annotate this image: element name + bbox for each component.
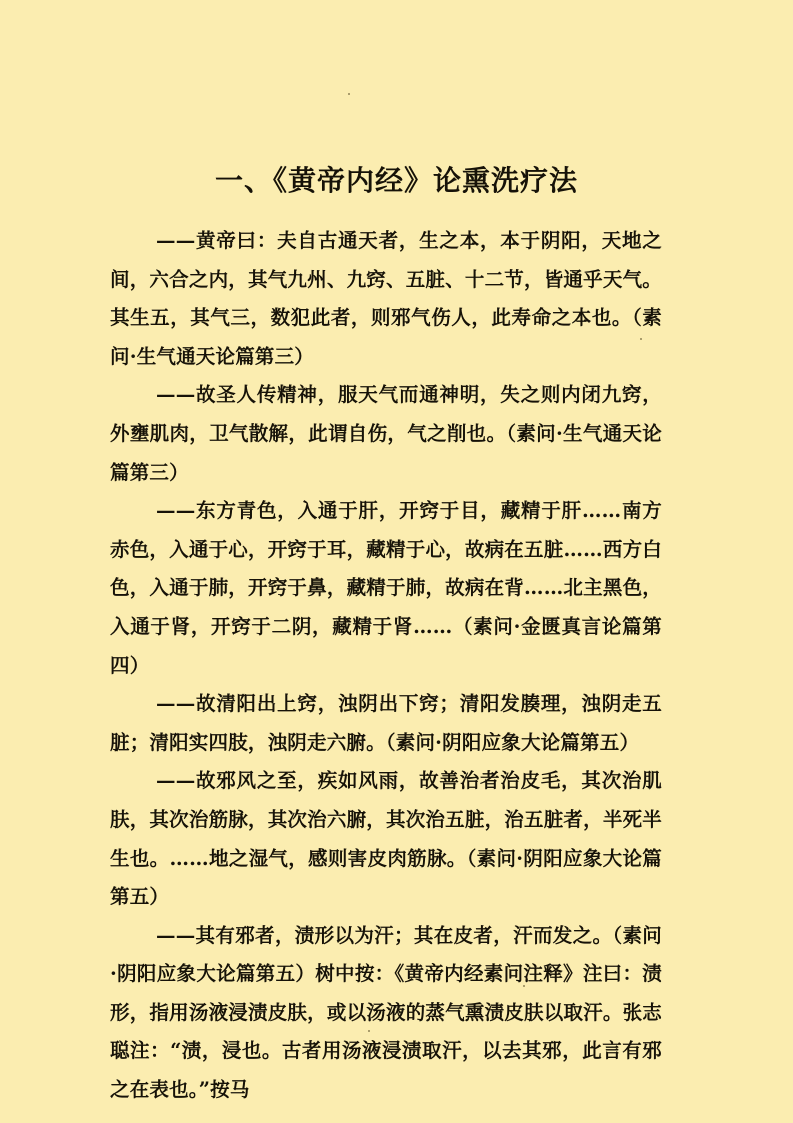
paragraph: ——故圣人传精神，服天气而通神明，失之则内闭九窍，外壅肌肉，卫气散解，此谓自伤，气之削也。（素问·生气通天论篇第三） [110, 383, 662, 484]
body-text [110, 222, 662, 1110]
paragraph: ——故邪风之至，疾如风雨，故善治者治皮毛，其次治肌肤，其次治筋脉，其次治六腑，其次治五脏，治五脏者，半死半生也。……地之湿气，感则害皮肉筋脉。（素问·阴阳应象大论篇第五） [110, 769, 662, 909]
scan-speck [348, 93, 350, 95]
paragraph: ——东方青色，入通于肝，开窍于目，藏精于肝……南方赤色，入通于心，开窍于耳，藏精于心，故病在五脏……西方白色，入通于肺，开窍于鼻，藏精于肺，故病在背……北主黑色，入通于肾，开窍于二阴，藏精于肾……（素问·金匮真言论篇第四） [110, 499, 662, 677]
paragraph: ——其有邪者，渍形以为汗；其在皮者，汗而发之。（素问·阴阳应象大论篇第五）树中按：《黄帝内经素问注释》注曰：渍形，指用汤液浸渍皮肤，或以汤液的蒸气熏渍皮肤以取汗。张志聪注：“渍，浸也。古者用汤液浸渍取汗，以去其邪，此言有邪之在表也。”按马 [110, 923, 662, 1102]
section-title: 一、《黄帝内经》论熏洗疗法 [214, 163, 578, 197]
paragraph: ——故清阳出上窍，浊阴出下窍；清阳发腠理，浊阴走五脏；清阳实四肢，浊阴走六腑。（素问·阴阳应象大论篇第五） [110, 692, 662, 754]
paragraph: ——黄帝曰：夫自古通天者，生之本，本于阴阳，天地之间，六合之内，其气九州、九窍、五脏、十二节，皆通乎天气。其生五，其气三，数犯此者，则邪气伤人，此寿命之本也。（素问·生气通天论篇第三） [110, 229, 662, 368]
